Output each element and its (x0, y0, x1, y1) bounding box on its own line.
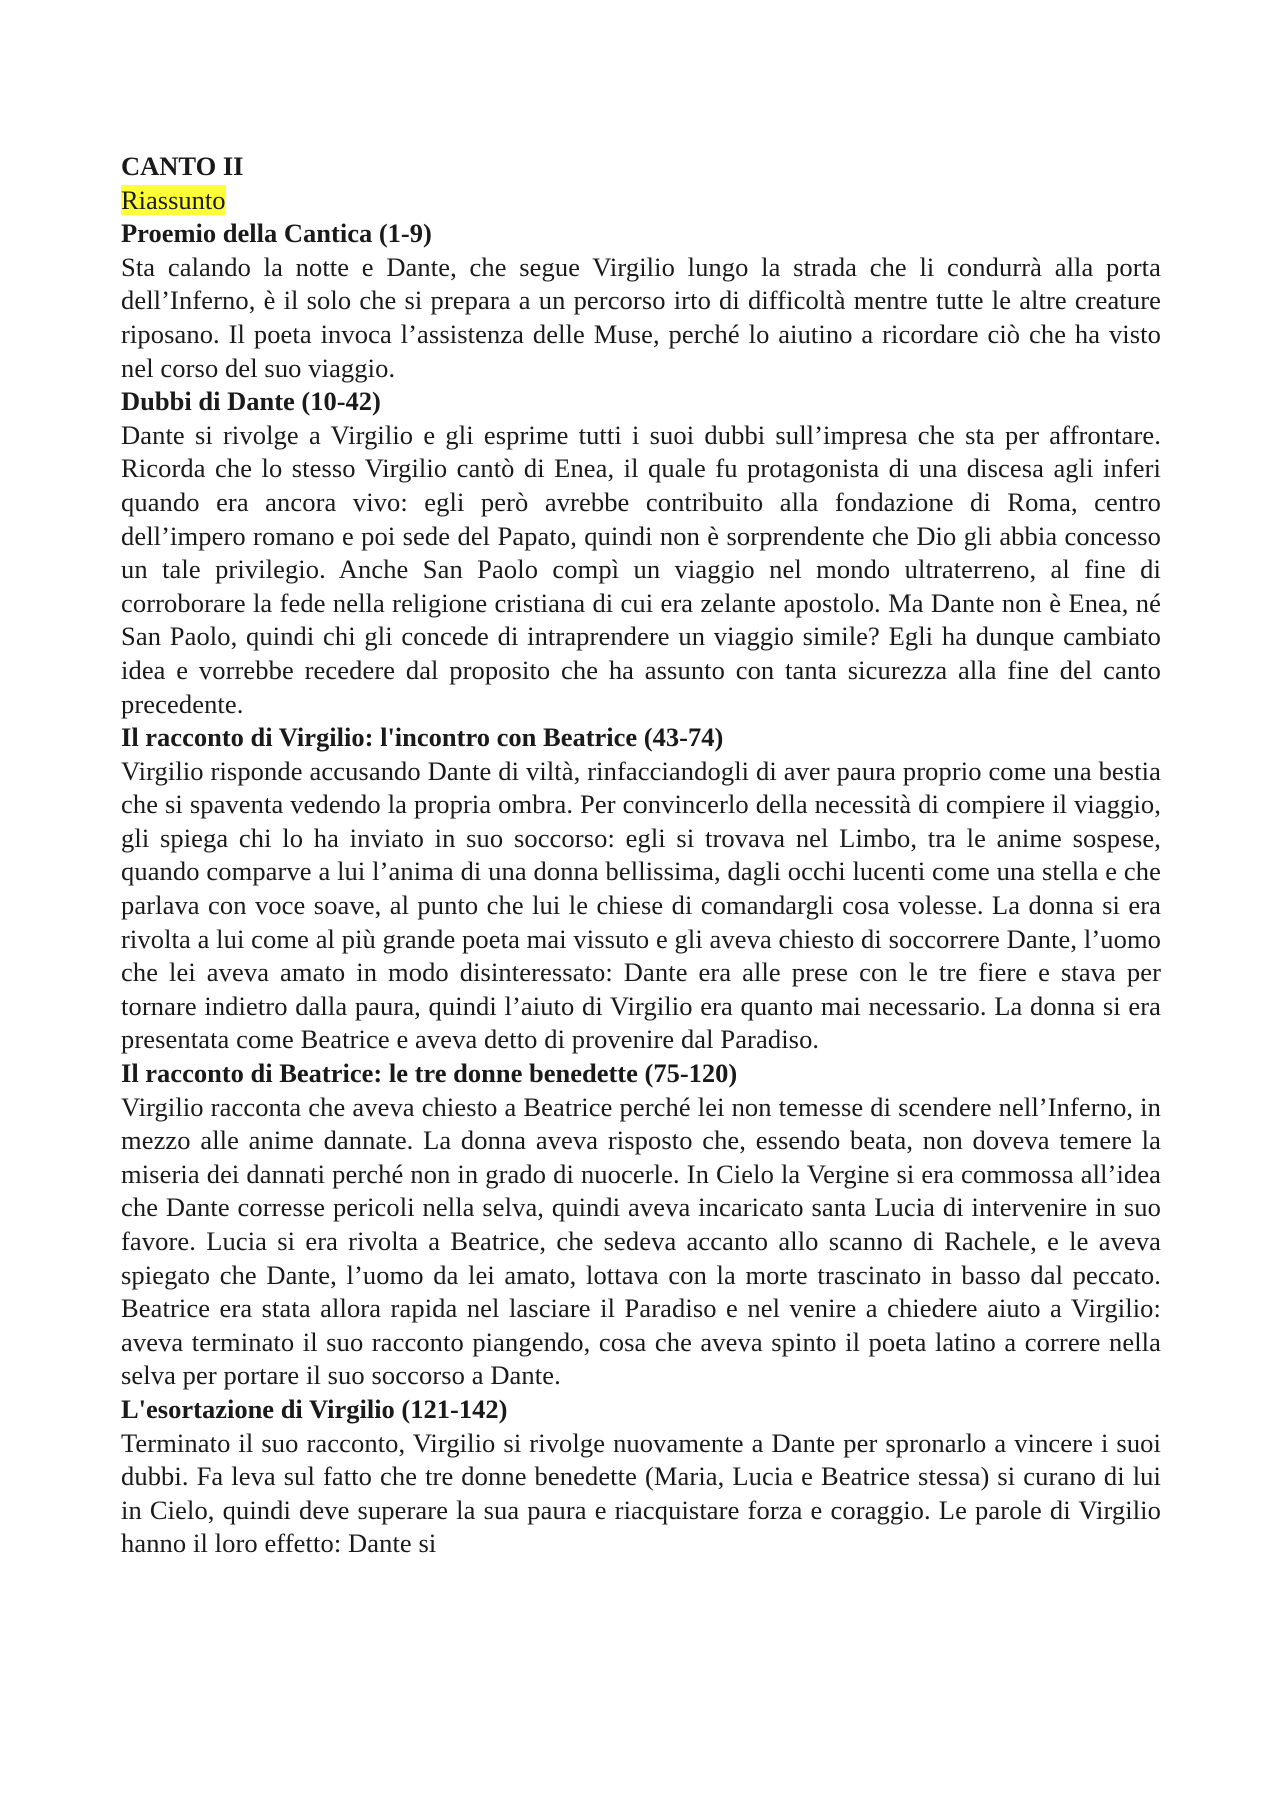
canto-title: CANTO II (121, 151, 244, 181)
summary-label-line (121, 184, 1161, 218)
section-paragraph: Virgilio risponde accusando Dante di viltà, rinfacciandogli di aver paura proprio come una bestia che si spaventa vedendo la propria ombra. Per convincerlo della necessità di compiere il viaggio, gli spiega chi lo ha inviato in suo soccorso: egli si trovava nel Limbo, tra le anime sospese, quando comparve a lui l’anima di una donna bellissima, dagli occhi lucenti come una stella e che parlava con voce soave, al punto che lui le chiese di comandargli cosa volesse. La donna si era rivolta a lui come al più grande poeta mai vissuto e gli aveva chiesto di soccorrere Dante, l’uomo che lei aveva amato in modo disinteressato: Dante era alle prese con le tre fiere e stava per tornare indietro dalla paura, quindi l’aiuto di Virgilio era quanto mai necessario. La donna si era presentata come Beatrice e aveva detto di provenire dal Paradiso. (121, 755, 1162, 1055)
section-racconto-beatrice (121, 1057, 1161, 1393)
section-paragraph: Dante si rivolge a Virgilio e gli esprime tutti i suoi dubbi sull’impresa che sta per affrontare. Ricorda che lo stesso Virgilio cantò di Enea, il quale fu protagonista di una discesa agli inferi quando era ancora vivo: egli però avrebbe contribuito alla fondazione di Roma, centro dell’impero romano e poi sede del Papato, quindi non è sorprendente che Dio gli abbia concesso un tale privilegio. Anche San Paolo compì un viaggio nel mondo ultraterreno, al fine di corroborare la fede nella religione cristiana di cui era zelante apostolo. Ma Dante non è Enea, né San Paolo, quindi chi gli concede di intraprendere un viaggio simile? Egli ha dunque cambiato idea e vorrebbe recedere dal proposito che ha assunto con tanta sicurezza alla fine del canto precedente. (121, 419, 1161, 719)
document-body (121, 150, 1161, 1561)
section-esortazione (121, 1393, 1161, 1561)
summary-label: Riassunto (121, 184, 226, 215)
section-paragraph: Sta calando la notte e Dante, che segue Virgilio lungo la strada che li condurrà alla porta dell’Inferno, è il solo che si prepara a un percorso irto di difficoltà mentre tutte le altre creature riposano. Il poeta invoca l’assistenza delle Muse, perché lo aiutino a ricordare ciò che ha visto nel corso del suo viaggio. (121, 251, 1161, 383)
section-racconto-virgilio (121, 721, 1161, 1057)
section-paragraph: Terminato il suo racconto, Virgilio si rivolge nuovamente a Dante per spronarlo a vincere i suoi dubbi. Fa leva sul fatto che tre donne benedette (Maria, Lucia e Beatrice stessa) si curano di lui in Cielo, quindi deve superare la sua paura e riacquistare forza e coraggio. Le parole di Virgilio hanno il loro effetto: Dante si (121, 1427, 1161, 1559)
section-heading: Il racconto di Virgilio: l'incontro con Beatrice (43-74) (121, 722, 724, 753)
section-heading: Proemio della Cantica (1-9) (121, 218, 432, 249)
section-paragraph: Virgilio racconta che aveva chiesto a Beatrice perché lei non temesse di scendere nell’Inferno, in mezzo alle anime dannate. La donna aveva risposto che, essendo beata, non doveva temere la miseria dei dannati perché non in grado di nuocerle. In Cielo la Vergine si era commossa all’idea che Dante corresse pericoli nella selva, quindi aveva incaricato santa Lucia di intervenire in suo favore. Lucia si era rivolta a Beatrice, che sedeva accanto allo scanno di Rachele, e le aveva spiegato che Dante, l’uomo da lei amato, lottava con la morte trascinato in basso dal peccato. Beatrice era stata allora rapida nel lasciare il Paradiso e nel venire a chiedere aiuto a Virgilio: aveva terminato il suo racconto piangendo, cosa che aveva spinto il poeta latino a correre nella selva per portare il suo soccorso a Dante. (121, 1091, 1161, 1391)
section-heading: L'esortazione di Virgilio (121-142) (121, 1393, 508, 1424)
section-proemio (121, 217, 1161, 385)
section-heading: Il racconto di Beatrice: le tre donne benedette (75-120) (121, 1058, 738, 1089)
section-dubbi (121, 385, 1161, 721)
section-heading: Dubbi di Dante (10-42) (121, 386, 381, 417)
